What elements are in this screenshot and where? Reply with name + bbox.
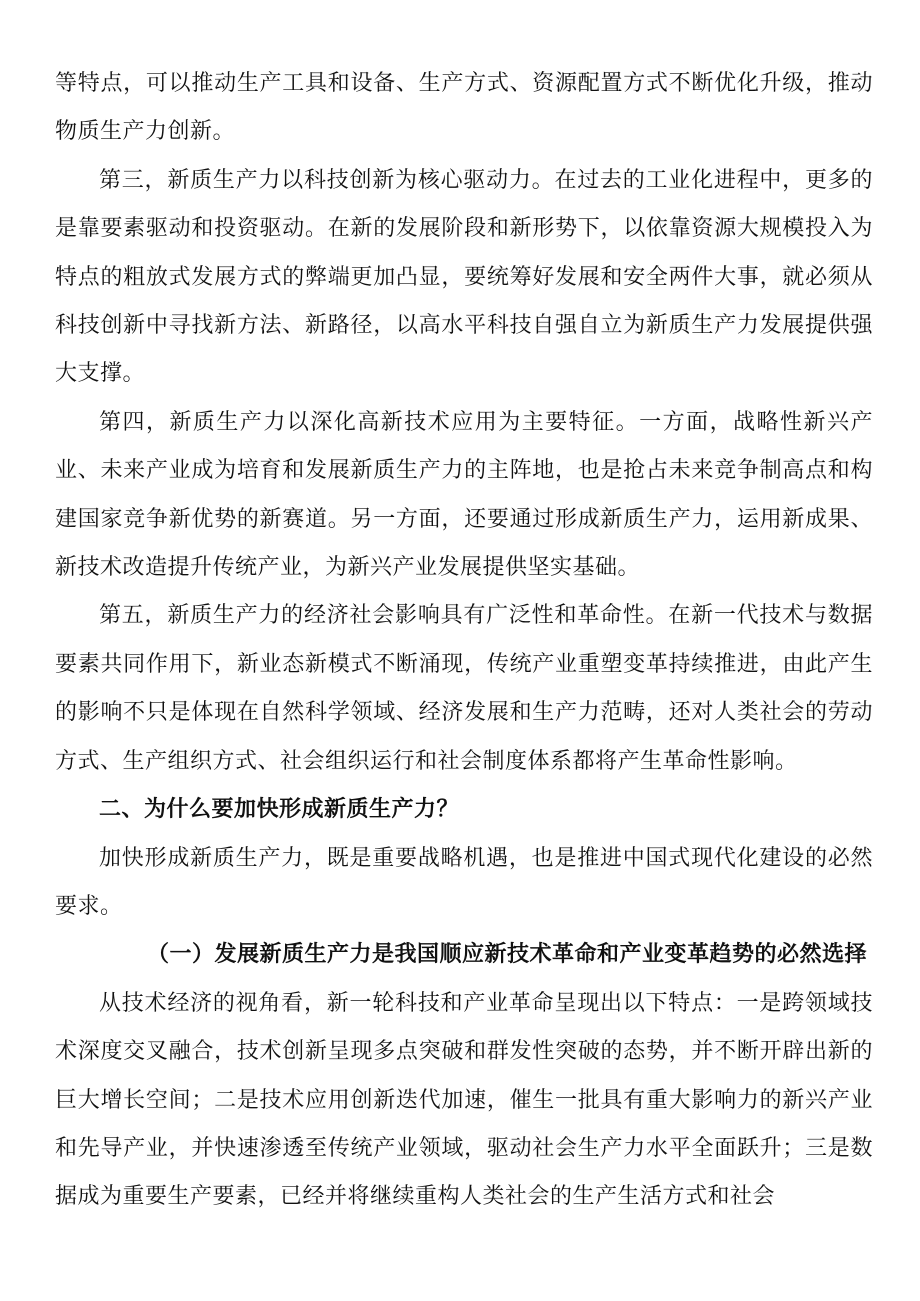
subsection-body-1: 从技术经济的视角看，新一轮科技和产业革命呈现出以下特点：一是跨领域技术深度交叉融合，技术创新呈现多点突破和群发性突破的态势，并不断开辟出新的巨大增长空间；二是技术应用创新迭代加速，催生一批具有重大影响力的新兴产业和先导产业，并快速渗透至传统产业领域，驱动社会生产力水平全面跃升；三是数据成为重要生产要素，已经并将继续重构人类社会的生产生活方式和社会 xyxy=(55,990,873,1210)
paragraph-fifth: 第五，新质生产力的经济社会影响具有广泛性和革命性。在新一代技术与数据要素共同作用下，新业态新模式不断涌现，传统产业重塑变革持续推进，由此产生的影响不只是体现在自然科学领域、经济发展和生产力范畴，还对人类社会的劳动方式、生产组织方式、社会组织运行和社会制度体系都将产生革命性影响。 xyxy=(55,603,873,774)
subsection-heading-1: （一）发展新质生产力是我国顺应新技术革命和产业变革趋势的必然选择 xyxy=(146,942,867,968)
paragraph-third: 第三，新质生产力以科技创新为核心驱动力。在过去的工业化进程中，更多的是靠要素驱动和投资驱动。在新的发展阶段和新形势下，以依靠资源大规模投入为特点的粗放式发展方式的弊端更加凸显，要统筹好发展和安全两件大事，就必须从科技创新中寻找新方法、新路径，以高水平科技自强自立为新质生产力发展提供强大支撑。 xyxy=(55,167,873,387)
section-intro: 加快形成新质生产力，既是重要战略机遇，也是推进中国式现代化建设的必然要求。 xyxy=(55,845,873,919)
paragraph-fourth: 第四，新质生产力以深化高新技术应用为主要特征。一方面，战略性新兴产业、未来产业成为培育和发展新质生产力的主阵地，也是抢占未来竞争制高点和构建国家竞争新优势的新赛道。另一方面，还要通过形成新质生产力，运用新成果、新技术改造提升传统产业，为新兴产业发展提供坚实基础。 xyxy=(55,409,873,581)
paragraph-continued: 等特点，可以推动生产工具和设备、生产方式、资源配置方式不断优化升级，推动物质生产力创新。 xyxy=(55,71,873,145)
document-page xyxy=(55,60,873,1222)
section-heading-2: 二、为什么要加快形成新质生产力？ xyxy=(99,797,460,823)
